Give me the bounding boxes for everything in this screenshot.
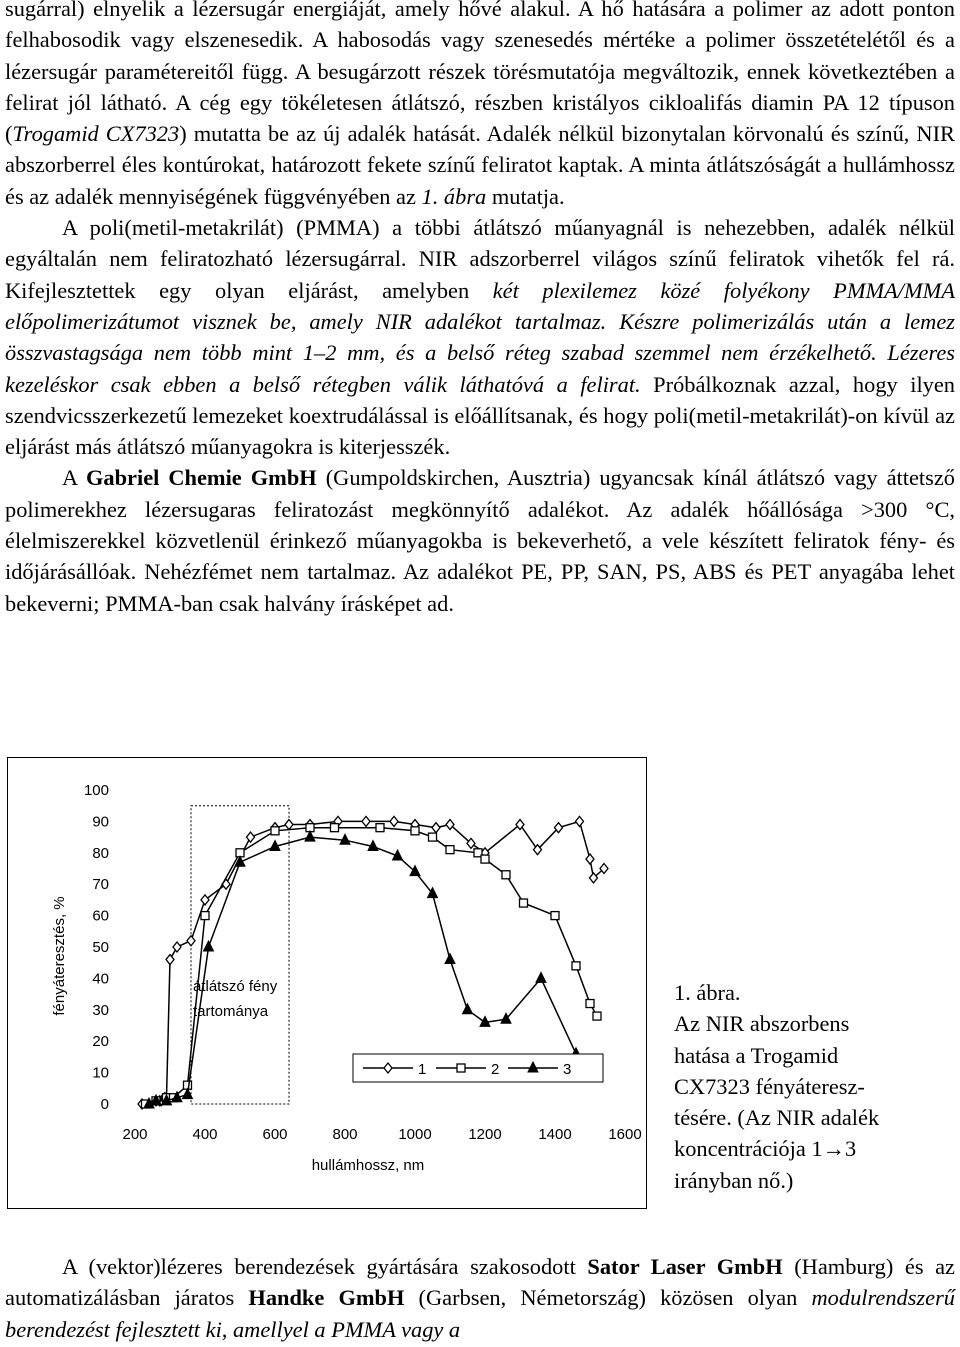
x-axis-ticks (122, 1126, 641, 1143)
legend-label-1: 1 (418, 1061, 427, 1078)
x-tick-label: 200 (122, 1126, 148, 1143)
paragraph-3 (5, 462, 955, 618)
data-point-series-2 (201, 912, 209, 920)
caption-line: irányban nő.) (674, 1167, 794, 1193)
italic-text-run: 1. ábra (421, 183, 487, 209)
data-point-series-2 (502, 871, 510, 879)
x-tick-label: 600 (262, 1126, 288, 1143)
text-run: A (vektor)lézeres berendezések gyártására szakosodott (62, 1254, 588, 1279)
data-point-series-2 (593, 1012, 601, 1020)
y-tick-label: 100 (83, 782, 109, 799)
transparent-range-label-line-2: tartománya (193, 1003, 269, 1021)
y-tick-label: 90 (92, 813, 109, 831)
y-axis-ticks (84, 782, 109, 1113)
figure-caption (674, 977, 954, 1196)
caption-line: 1. ábra. (674, 980, 741, 1005)
data-point-series-2 (376, 824, 384, 832)
italic-text-run: Trogamid CX7323 (12, 121, 180, 147)
legend-label-2: 2 (491, 1061, 500, 1078)
data-point-series-1 (576, 816, 584, 826)
data-point-series-3 (445, 954, 455, 964)
text-run: mutatja. (486, 183, 565, 209)
x-tick-label: 800 (332, 1126, 358, 1143)
y-tick-label: 50 (92, 939, 109, 956)
text-run: ) mutatta be az új adalék hatását. Adalék nélkül bizonytalan körvonalú és színű, NIR abszorberrel éles kontúrokat, határozott fekete színű feliratot kaptak. A minta átlátszóságát a hullámhossz és az adalék mennyiségének függvényében az (5, 121, 955, 209)
data-point-series-2 (331, 824, 339, 832)
x-tick-label: 1600 (608, 1126, 642, 1143)
data-point-series-2 (520, 899, 528, 907)
data-point-series-2 (586, 1000, 594, 1008)
data-point-series-1 (586, 854, 594, 864)
text-run: (Gumpoldskirchen, Ausztria) ugyancsak kínál átlátszó vagy áttetsző polimerekhez lézersugaras feliratozást megkönnyítő adalékot. Az adalék hőállósága >300 °C, élelmiszerekkel közvetlenül érinkező műanyagokba is bekeverhető, a vele készített feliratok fény- és időjárásállóak. Nehézfémet nem tartalmaz. Az adalékot PE, PP, SAN, PS, ABS és PET anyagába lehet bekeverni; PMMA-ban csak halvány írásképet ad. (5, 465, 955, 616)
text-run: (Hamburg) és az automatizálásban járatos (5, 1254, 955, 1311)
data-point-series-2 (429, 833, 437, 841)
data-point-series-1 (285, 820, 293, 830)
y-tick-label: 80 (92, 844, 109, 862)
caption-line: Az NIR abszorbens (674, 1011, 850, 1037)
legend-marker-2 (457, 1064, 465, 1072)
italic-text-run: két plexilemez közé folyékony PMMA/MMA előpolimerizátumot visznek be, amely NIR adalékot tartalmaz. Készre polimerizálás után a lemez összvastagsága nem több mint 1–2 mm, és a belső réteg szabad szemmel nem érzékelhető. Lézeres kezeléskor csak ebben a belső rétegben válik láthatóvá a felirat. (5, 277, 955, 397)
data-point-series-2 (271, 827, 279, 835)
text-run: sugárral) elnyelik a lézersugár energiáját, amely hővé alakul. A hő hatására a polimer az adott ponton felhabosodik vagy elszenesedik. A habosodás vagy szenesedés mértéke a polimer összetételétől és a lézersugár paramétereitől függ. A besugárzott részek törésmutatója megváltozik, ennek következtében a felirat jól látható. A cég egy tökéletesen átlátszó, részben kristályos cikloalifás diamin PA 12 típuson ( (5, 0, 955, 147)
y-tick-label: 40 (92, 970, 109, 988)
data-point-series-1 (362, 816, 370, 826)
caption-line: koncentrációja 1→3 (674, 1136, 857, 1162)
x-tick-label: 400 (192, 1126, 218, 1143)
figure-1-chart (8, 758, 645, 1207)
data-point-series-1 (187, 936, 195, 946)
x-axis-label: hullámhossz, nm (311, 1157, 425, 1174)
text-run: (Garbsen, Németország) közösen olyan (404, 1285, 812, 1311)
data-point-series-2 (446, 846, 454, 854)
caption-line: tésére. (Az NIR adalék (674, 1105, 880, 1131)
text-run: A poli(metil-metakrilát) (PMMA) a többi átlátszó műanyagnál is nehezebben, adalék nélkül egyáltalán nem feliratozható lézersugárral. NIR adszorberrel világos színű feliratok vihetők fel rá. Kifejlesztettek egy olyan eljárást, amelyben (5, 215, 955, 303)
bold-text-run: Gabriel Chemie GmbH (85, 465, 317, 491)
data-point-series-3 (204, 941, 214, 951)
y-tick-label: 20 (92, 1033, 109, 1051)
data-point-series-1 (247, 832, 255, 842)
data-point-series-3 (305, 831, 315, 841)
data-point-series-3 (463, 1004, 473, 1014)
data-point-series-2 (572, 962, 580, 970)
data-point-series-1 (446, 820, 454, 830)
y-tick-label: 70 (92, 876, 109, 894)
y-tick-label: 0 (100, 1096, 109, 1113)
bold-text-run: Handke GmbH (248, 1285, 405, 1311)
paragraph-2 (5, 212, 955, 462)
text-run: Próbálkoznak azzal, hogy ilyen szendvicsszerkezetű lemezeket koextrudálással is előállítsanak, és hogy poli(metil-metakrilát)-on kívül az eljárást más átlátszó műanyagokra is kiterjesszék. (5, 371, 956, 460)
paragraph-1 (5, 0, 955, 212)
x-tick-label: 1000 (398, 1126, 432, 1143)
transparent-range-label-line-1: átlátszó fény (193, 977, 278, 995)
data-point-series-1 (432, 823, 440, 833)
text-run: A (62, 465, 86, 491)
italic-text-run: modulrendszerű berendezést fejlesztett ki, amellyel a PMMA vagy a (5, 1285, 955, 1342)
data-point-series-3 (536, 972, 546, 982)
y-tick-label: 60 (92, 907, 109, 925)
data-point-series-2 (481, 855, 489, 863)
body-text-bottom (5, 1251, 955, 1345)
y-tick-label: 10 (92, 1064, 109, 1082)
body-text-top (5, 0, 955, 619)
x-tick-label: 1400 (538, 1126, 572, 1143)
y-axis-label: fényáteresztés, % (51, 896, 68, 1016)
data-point-series-1 (201, 895, 209, 905)
caption-line: CX7323 fényáteresz- (674, 1073, 865, 1099)
data-point-series-2 (551, 912, 559, 920)
bold-text-run: Sator Laser GmbH (587, 1254, 783, 1279)
data-point-series-3 (410, 866, 420, 876)
legend (353, 1054, 603, 1082)
y-tick-label: 30 (92, 1001, 109, 1019)
paragraph-4 (5, 1251, 955, 1345)
caption-line: hatása a Trogamid (674, 1042, 839, 1068)
legend-label-3: 3 (563, 1061, 572, 1078)
data-point-series-1 (390, 816, 398, 826)
data-point-series-2 (411, 827, 419, 835)
figure-1-chart-frame (7, 757, 647, 1209)
x-tick-label: 1200 (468, 1126, 502, 1143)
